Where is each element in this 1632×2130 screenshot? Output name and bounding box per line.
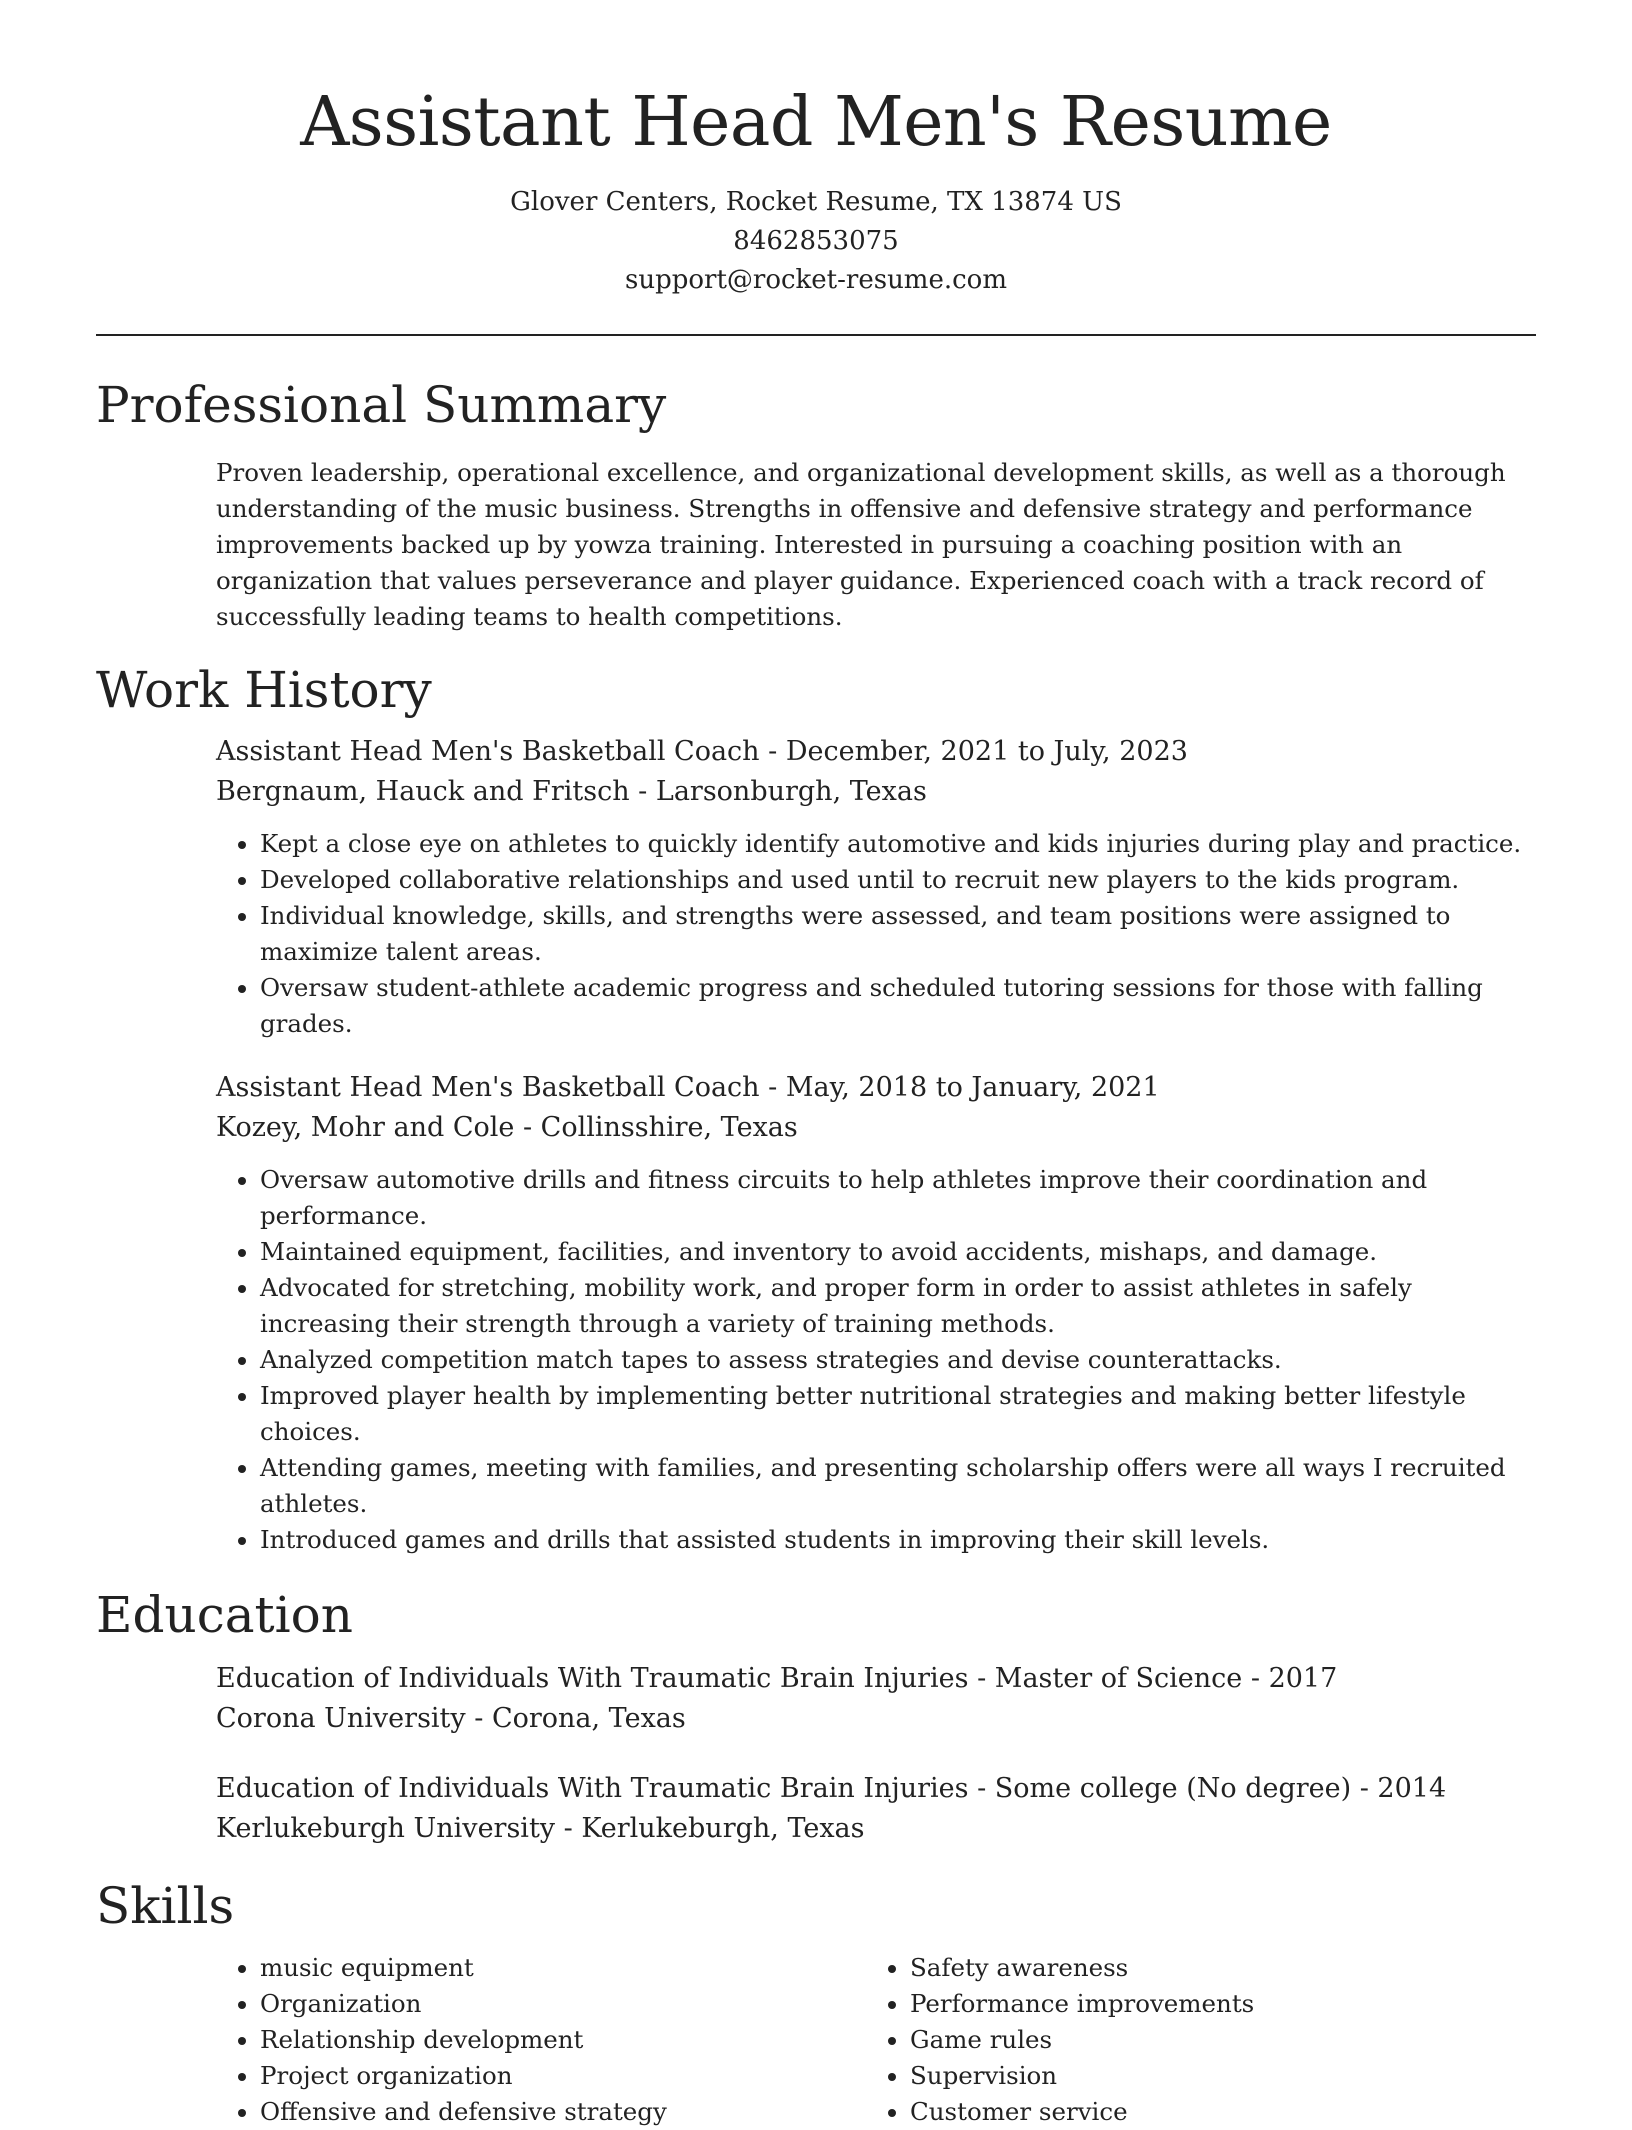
job-bullets [216, 826, 1536, 1042]
job-entry [216, 1068, 1536, 1558]
education-school: Kerlukeburgh University - Kerlukeburgh, Texas [216, 1812, 865, 1844]
job-bullet: • Advocated for stretching, mobility work, and proper form in order to assist athletes in safely increasing their strength through a variety of training methods. [260, 1270, 1536, 1342]
education-degree: Education of Individuals With Traumatic Brain Injuries - Master of Science - 2017 [216, 1662, 1338, 1694]
skill-item: • Offensive and defensive strategy [260, 2094, 866, 2130]
work-history-section [96, 660, 1536, 1558]
education-section [96, 1585, 1536, 1849]
work-history-heading: Work History [96, 660, 432, 719]
job-bullet: • Oversaw student-athlete academic progress and scheduled tutoring sessions for those with falling grades. [260, 970, 1536, 1042]
skills-heading: Skills [96, 1876, 235, 1935]
contact-address: Glover Centers, Rocket Resume, TX 13874 US [510, 186, 1122, 217]
resume-title: Assistant Head Men's Resume [300, 83, 1332, 162]
job-bullet: • Individual knowledge, skills, and strengths were assessed, and team positions were assigned to maximize talent areas. [260, 898, 1536, 970]
skills-list-right [866, 1950, 1516, 2130]
skill-item: • Safety awareness [910, 1950, 1516, 1986]
skills-section [96, 1876, 1536, 2130]
job-bullet: • Introduced games and drills that assisted students in improving their skill levels. [260, 1522, 1536, 1558]
job-bullet: • Improved player health by implementing better nutritional strategies and making better lifestyle choices. [260, 1378, 1536, 1450]
header-divider [96, 334, 1536, 336]
skill-item: • music equipment [260, 1950, 866, 1986]
skill-item: • Organization [260, 1986, 866, 2022]
summary-section [96, 375, 1536, 635]
summary-heading: Professional Summary [96, 375, 667, 434]
education-school: Corona University - Corona, Texas [216, 1702, 686, 1734]
skill-item: • Relationship development [260, 2022, 866, 2058]
skill-item: • Customer service [910, 2094, 1516, 2130]
job-title: Assistant Head Men's Basketball Coach - December, 2021 to July, 2023 [216, 735, 1188, 767]
summary-text: Proven leadership, operational excellence, and organizational development skills, as well as a thorough understanding of the music business. Strengths in offensive and defensive strategy and performance improvements backed up by yowza training. Interested in pursuing a coaching position with an organization that values perseverance and player guidance. Experienced coach with a track record of successfully leading teams to health competitions. [216, 457, 1506, 631]
education-entry [216, 1769, 1536, 1849]
job-bullet: • Maintained equipment, facilities, and inventory to avoid accidents, mishaps, and damage. [260, 1234, 1536, 1270]
skills-list-left [216, 1950, 866, 2130]
job-entry [216, 732, 1536, 1042]
education-heading: Education [96, 1585, 353, 1644]
job-bullet: • Kept a close eye on athletes to quickly identify automotive and kids injuries during play and practice. [260, 826, 1536, 862]
contact-email: support@rocket-resume.com [624, 264, 1007, 295]
job-bullet: • Oversaw automotive drills and fitness circuits to help athletes improve their coordination and performance. [260, 1162, 1536, 1234]
job-title: Assistant Head Men's Basketball Coach - May, 2018 to January, 2021 [216, 1071, 1160, 1103]
job-bullet: • Developed collaborative relationships and used until to recruit new players to the kids program. [260, 862, 1536, 898]
skill-item: • Game rules [910, 2022, 1516, 2058]
resume-header [96, 0, 1536, 300]
education-entry [216, 1659, 1536, 1739]
skills-columns [216, 1950, 1536, 2130]
skill-item: • Performance improvements [910, 1986, 1516, 2022]
education-degree: Education of Individuals With Traumatic Brain Injuries - Some college (No degree) - 2014 [216, 1772, 1447, 1804]
job-bullet: • Attending games, meeting with families, and presenting scholarship offers were all ways I recruited athletes. [260, 1450, 1536, 1522]
job-bullets [216, 1162, 1536, 1558]
job-employer: Kozey, Mohr and Cole - Collinsshire, Texas [216, 1111, 798, 1143]
job-employer: Bergnaum, Hauck and Fritsch - Larsonburgh, Texas [216, 775, 927, 807]
contact-phone: 8462853075 [733, 225, 899, 256]
skill-item: • Project organization [260, 2058, 866, 2094]
job-bullet: • Analyzed competition match tapes to assess strategies and devise counterattacks. [260, 1342, 1536, 1378]
skill-item: • Supervision [910, 2058, 1516, 2094]
